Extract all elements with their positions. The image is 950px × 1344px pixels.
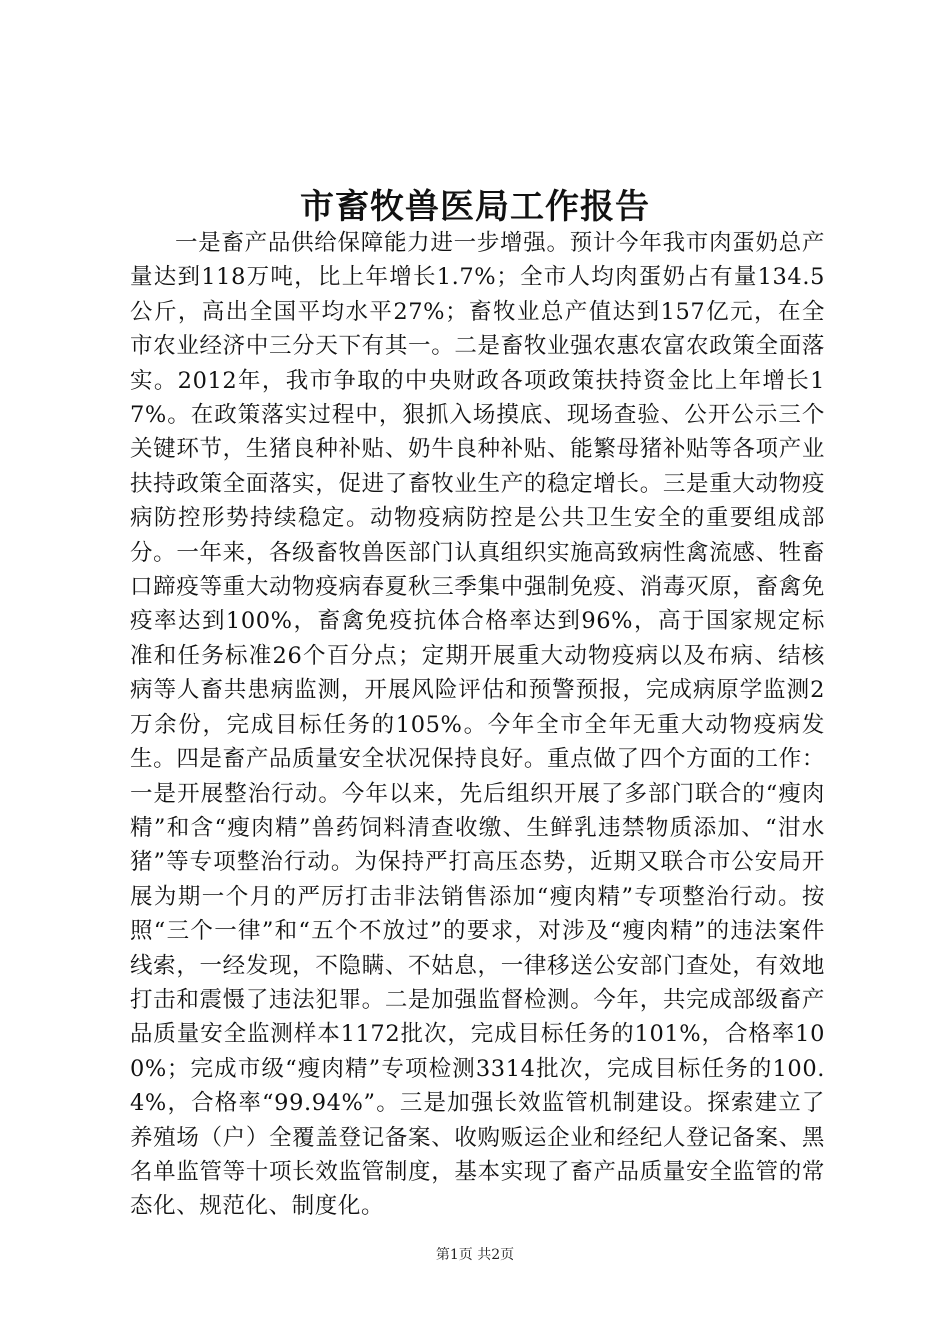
document-title: 市畜牧兽医局工作报告	[300, 187, 650, 227]
body-paragraph: 一是畜产品供给保障能力进一步增强。预计今年我市肉蛋奶总产量达到118万吨，比上年增长1.7%；全市人均肉蛋奶占有量134.5公斤，高出全国平均水平27%；畜牧业总产值达到157亿元，在全市农业经济中三分天下有其一。二是畜牧业强农惠农富农政策全面落实。2012年，我市争取的中央财政各项政策扶持资金比上年增长17%。在政策落实过程中，狠抓入场摸底、现场查验、公开公示三个关键环节，生猪良种补贴、奶牛良种补贴、能繁母猪补贴等各项产业扶持政策全面落实，促进了畜牧业生产的稳定增长。三是重大动物疫病防控形势持续稳定。动物疫病防控是公共卫生安全的重要组成部分。一年来，各级畜牧兽医部门认真组织实施高致病性禽流感、牲畜口蹄疫等重大动物疫病春夏秋三季集中强制免疫、消毒灭原，畜禽免疫率达到100%，畜禽免疫抗体合格率达到96%，高于国家规定标准和任务标准26个百分点；定期开展重大动物疫病以及布病、结核病等人畜共患病监测，开展风险评估和预警预报，完成病原学监测2万余份，完成目标任务的105%。今年全市全年无重大动物疫病发生。四是畜产品质量安全状况保持良好。重点做了四个方面的工作：一是开展整治行动。今年以来，先后组织开展了多部门联合的“瘦肉精”和含“瘦肉精”兽药饲料清查收缴、生鲜乳违禁物质添加、“泔水猪”等专项整治行动。为保持严打高压态势，近期又联合市公安局开展为期一个月的严厉打击非法销售添加“瘦肉精”专项整治行动。按照“三个一律”和“五个不放过”的要求，对涉及“瘦肉精”的违法案件线索，一经发现，不隐瞒、不姑息，一律移送公安部门查处，有效地打击和震慑了违法犯罪。二是加强监督检测。今年，共完成部级畜产品质量安全监测样本1172批次，完成目标任务的101%，合格率100%；完成市级“瘦肉精”专项检测3314批次，完成目标任务的100.4%，合格率“99.94%”。三是加强长效监管机制建设。探索建立了养殖场（户）全覆盖登记备案、收购贩运企业和经纪人登记备案、黑名单监管等十项长效监管制度，基本实现了畜产品质量安全监管的常态化、规范化、制度化。	[130, 230, 825, 1220]
page-footer: 第1页 共2页	[435, 1247, 515, 1263]
